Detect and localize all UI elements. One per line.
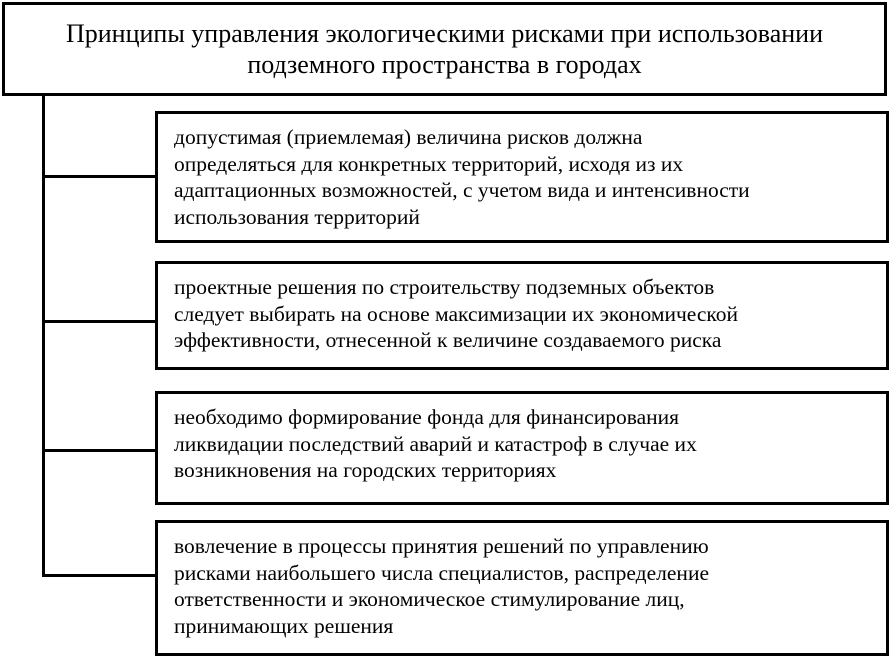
connector-branch-2 bbox=[42, 320, 155, 323]
diagram-title: Принципы управления экологическими рисками при использовании подземного пространства в городах bbox=[65, 19, 824, 79]
principle-box-4 bbox=[155, 520, 889, 656]
principle-text-2: проектные решения по строительству подземных объектов следует выбирать на основе максимизации их экономической эффективности, отнесенной к величине создаваемого риска bbox=[174, 275, 739, 352]
connector-branch-4 bbox=[42, 574, 155, 577]
principle-box-1 bbox=[155, 111, 889, 243]
principle-text-1: допустимая (приемлемая) величина рисков должна определяться для конкретных территорий, исходя из их адаптационных возможностей, с учетом вида и интенсивности использования территорий bbox=[174, 125, 750, 229]
principle-box-3 bbox=[155, 391, 889, 505]
connector-branch-1 bbox=[42, 175, 155, 178]
principle-text-4: вовлечение в процессы принятия решений по управлению рисками наибольшего числа специалистов, распределение ответственности и экономическое стимулирование лиц, принимающих решения bbox=[174, 534, 709, 638]
diagram-title-box bbox=[2, 2, 887, 96]
connector-branch-3 bbox=[42, 449, 155, 452]
principle-text-3: необходимо формирование фонда для финансирования ликвидации последствий аварий и катастроф в случае их возникновения на городских территориях bbox=[174, 405, 697, 482]
connector-spine bbox=[42, 96, 45, 577]
principle-box-2 bbox=[155, 261, 889, 370]
